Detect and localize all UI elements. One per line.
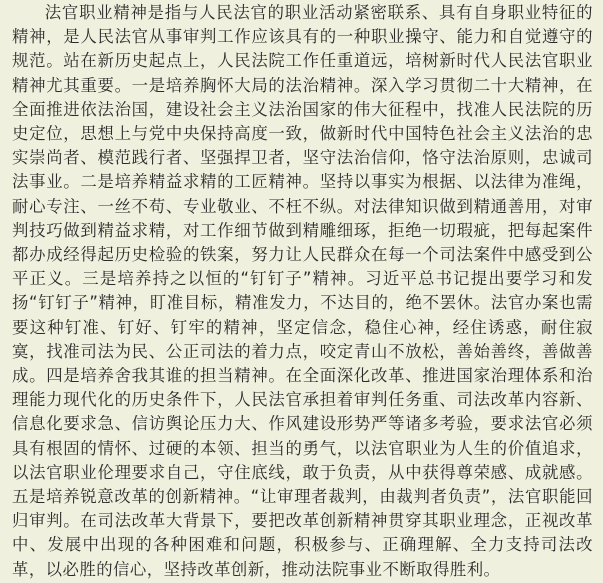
body-paragraph: 法官职业精神是指与人民法官的职业活动紧密联系、具有自身职业特征的精神，是人民法官从事审判工作应该具有的一种职业操守、能力和自觉遵守的规范。站在新历史起点上，人民法院工作任重道远，培树新时代人民法官职业精神尤其重要。一是培养胸怀大局的法治精神。深入学习贯彻二十大精神，在全面推进依法治国，建设社会主义法治国家的伟大征程中，找准人民法院的历史定位，思想上与党中央保持高度一致，做新时代中国特色社会主义法治的忠实崇尚者、模范践行者、坚强捍卫者，坚守法治信仰，恪守法治原则，忠诚司法事业。二是培养精益求精的工匠精神。坚持以事实为根据、以法律为准绳，耐心专注、一丝不苟、专业敬业、不枉不纵。对法律知识做到精通善用，对审判技巧做到精益求精，对工作细节做到精雕细琢，拒绝一切瑕疵，把每起案件都办成经得起历史检验的铁案，努力让人民群众在每一个司法案件中感受到公平正义。三是培养持之以恒的“钉钉子”精神。习近平总书记提出要学习和发扬“钉钉子”精神，盯准目标，精准发力，不达目的，绝不罢休。法官办案也需要这种钉准、钉好、钉牢的精神，坚定信念，稳住心神，经住诱惑，耐住寂寞，找准司法为民、公正司法的着力点，咬定青山不放松，善始善终，善做善成。四是培养舍我其谁的担当精神。在全面深化改革、推进国家治理体系和治理能力现代化的历史条件下，人民法官承担着审判任务重、司法改革内容新、信息化要求急、信访舆论压力大、作风建设形势严等诸多考验，要求法官必须具有根固的情怀、过硬的本领、担当的勇气，以法官职业为人生的价值追求，以法官职业伦理要求自己，守住底线，敢于负责，从中获得尊荣感、成就感。五是培养锐意改革的创新精神。“让审理者裁判，由裁判者负责”，法官职能回归审判。在司法改革大背景下，要把改革创新精神贯穿其职业理念，正视改革中、发展中出现的各种困难和问题，积极参与、正确理解、全力支持司法改革，以必胜的信心，坚持改革创新，推动法院事业不断取得胜利。 [12,3,593,579]
